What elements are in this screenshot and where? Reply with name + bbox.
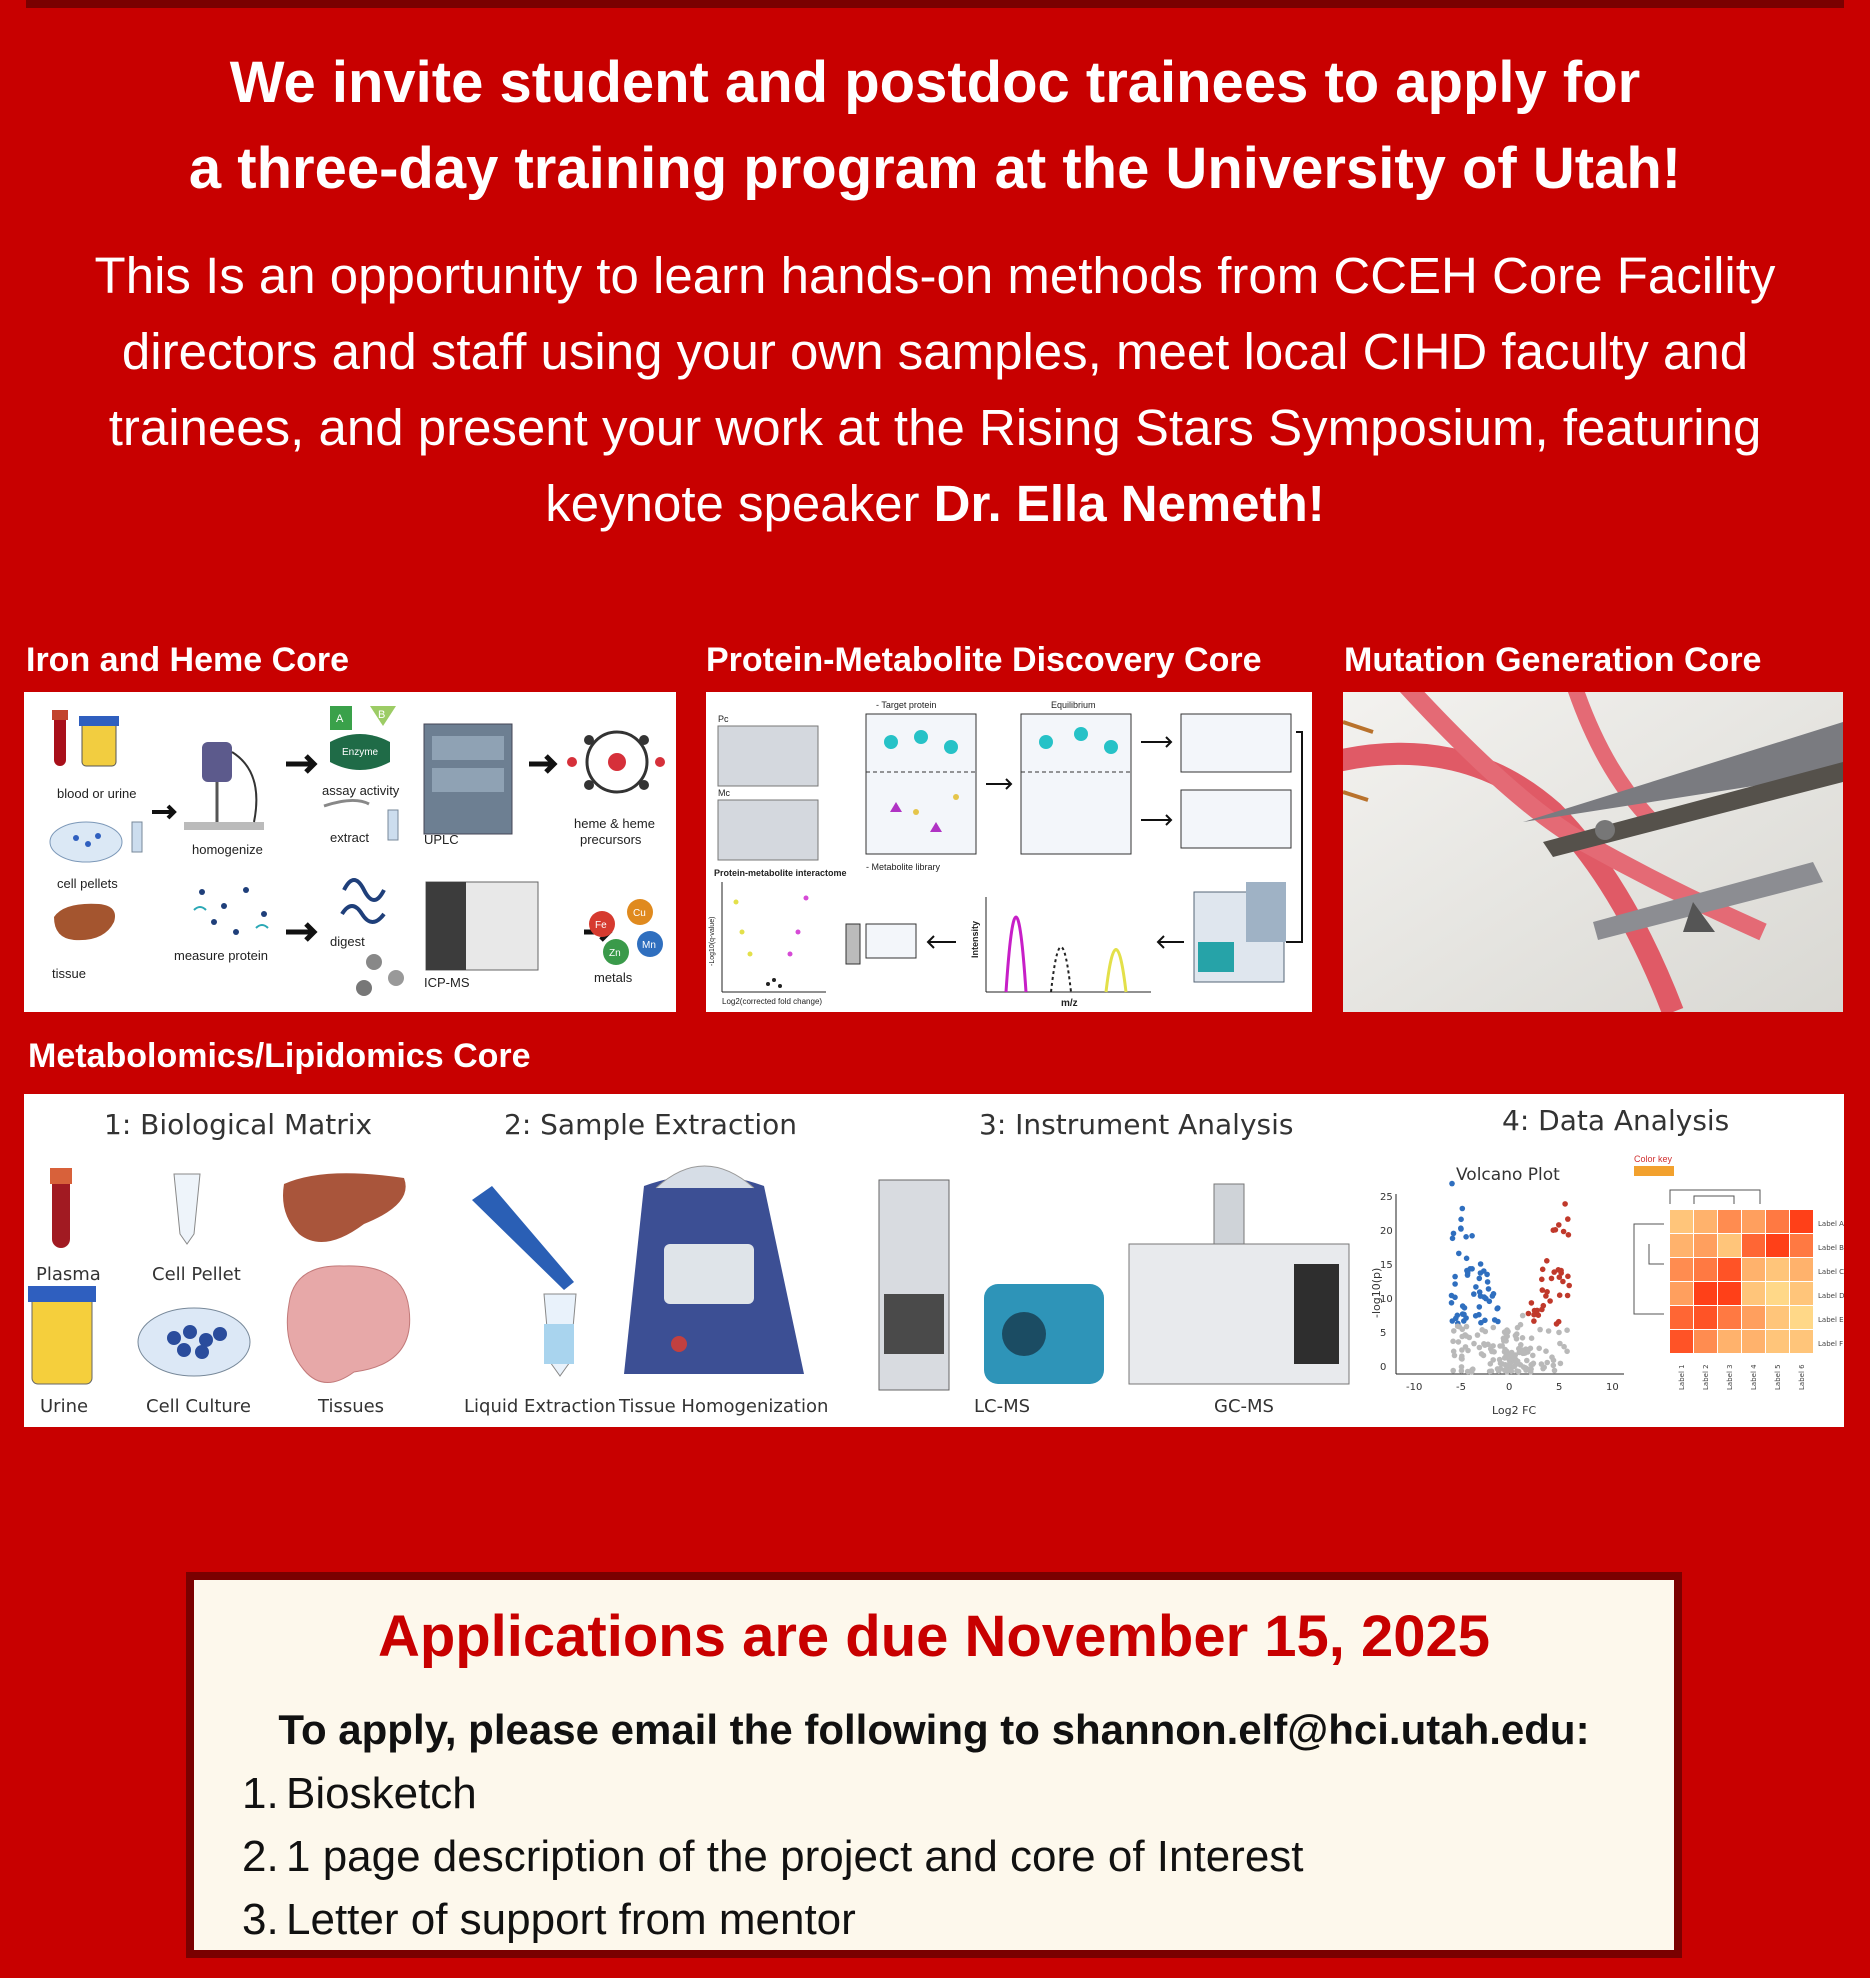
volcano-point (1459, 1347, 1465, 1353)
heatmap-cell (1790, 1210, 1813, 1233)
volcano-point (1451, 1328, 1457, 1334)
volcano-point (1494, 1306, 1500, 1312)
heatmap-dendrogram-top (1670, 1190, 1760, 1204)
top-border (26, 0, 1844, 8)
heatmap-cell (1742, 1210, 1765, 1233)
heatmap-cell (1718, 1330, 1741, 1353)
svg-text:Urine: Urine (40, 1396, 89, 1417)
heatmap-cell (1694, 1282, 1717, 1305)
svg-text:Log2(corrected fold change): Log2(corrected fold change) (722, 997, 823, 1006)
volcano-point (1450, 1368, 1456, 1374)
heatmap-col-label: Label 1 (1678, 1364, 1686, 1390)
heatmap-cell (1694, 1234, 1717, 1257)
heatmap-cell (1694, 1306, 1717, 1329)
volcano-point (1520, 1313, 1526, 1319)
volcano-point (1477, 1276, 1483, 1282)
list-item: 2. 1 page description of the project and core of Interest (242, 1832, 1304, 1881)
mutation-generation-photo (1343, 692, 1843, 1012)
volcano-point (1459, 1356, 1465, 1362)
volcano-point (1551, 1227, 1557, 1233)
intro-paragraph (30, 238, 1840, 542)
volcano-point (1461, 1318, 1467, 1324)
volcano-point (1460, 1303, 1466, 1309)
volcano-point (1556, 1330, 1562, 1336)
keynote-speaker: Dr. Ella Nemeth! (933, 475, 1325, 532)
volcano-point (1526, 1311, 1532, 1317)
tick-label: -10 (1406, 1382, 1423, 1393)
heatmap-cell (1790, 1234, 1813, 1257)
heatmap-row-labels (1818, 1220, 1844, 1348)
volcano-point (1547, 1298, 1553, 1304)
heatmap-cell (1718, 1306, 1741, 1329)
heatmap-cells (1670, 1210, 1813, 1353)
tick-label: 10 (1380, 1294, 1393, 1305)
volcano-point (1465, 1369, 1471, 1375)
volcano-point (1540, 1287, 1546, 1293)
volcano-point (1458, 1217, 1464, 1223)
svg-text:Color key: Color key (1634, 1154, 1673, 1164)
volcano-point (1456, 1251, 1462, 1257)
heatmap-col-label: Label 3 (1726, 1364, 1734, 1390)
heme-molecule-icon (567, 732, 665, 792)
volcano-point (1489, 1368, 1495, 1374)
heatmap-cell (1790, 1258, 1813, 1281)
svg-text:Mc: Mc (718, 788, 730, 798)
volcano-point (1543, 1293, 1549, 1299)
heatmap-cell (1790, 1282, 1813, 1305)
headline-line-2: a three-day training program at the University of Utah! (188, 136, 1682, 201)
volcano-point (1471, 1291, 1477, 1297)
step-instrument-analysis: 3: Instrument Analysis (979, 1108, 1294, 1141)
volcano-point (1529, 1300, 1535, 1306)
volcano-point (1541, 1365, 1547, 1371)
volcano-point (1513, 1333, 1519, 1339)
svg-text:-Log10(q-value): -Log10(q-value) (709, 916, 716, 966)
heatmap-row-label: Label E (1818, 1316, 1844, 1324)
svg-text:Enzyme: Enzyme (342, 747, 379, 758)
deadline-heading: Applications are due November 15, 2025 (377, 1604, 1491, 1669)
volcano-point (1475, 1332, 1481, 1338)
volcano-point (1529, 1335, 1535, 1341)
svg-text:Mn: Mn (642, 940, 656, 951)
volcano-point (1564, 1327, 1570, 1333)
volcano-point (1514, 1368, 1520, 1374)
tick-label: 0 (1506, 1382, 1513, 1393)
volcano-point (1491, 1291, 1497, 1297)
volcano-point (1464, 1256, 1470, 1262)
intro-text: This Is an opportunity to learn hands-on methods from CCEH Core Facility directors and staff using your own samples, meet local CIHD faculty and trainees, and present your work at the Rising Stars Symposium, featuring keynote speaker (94, 247, 1776, 532)
svg-text:digest: digest (330, 934, 365, 949)
brain-icon (287, 1266, 409, 1383)
liver-icon (283, 1173, 406, 1242)
volcano-point (1540, 1267, 1546, 1273)
heatmap-row-label: Label A (1818, 1220, 1844, 1228)
volcano-point (1460, 1206, 1466, 1212)
volcano-point (1485, 1342, 1491, 1348)
volcano-point (1560, 1279, 1566, 1285)
spectrum-peak (1006, 917, 1026, 992)
volcano-point (1558, 1361, 1564, 1367)
volcano-point (1524, 1358, 1530, 1364)
volcano-point (1465, 1272, 1471, 1278)
svg-text:Log2 FC: Log2 FC (1492, 1404, 1537, 1417)
volcano-point (1505, 1362, 1511, 1368)
volcano-point (1473, 1284, 1479, 1290)
heatmap-row-label: Label F (1818, 1340, 1844, 1348)
volcano-point (1531, 1318, 1537, 1324)
volcano-point (1549, 1354, 1555, 1360)
volcano-point (1452, 1295, 1458, 1301)
application-box-inner (194, 1580, 1674, 1950)
computer-icon (866, 924, 916, 958)
volcano-point (1497, 1357, 1503, 1363)
volcano-point (1449, 1300, 1455, 1306)
svg-text:Protein-metabolite interactome: Protein-metabolite interactome (714, 868, 847, 878)
volcano-points (1449, 1181, 1572, 1375)
volcano-point (1537, 1327, 1543, 1333)
svg-text:Equilibrium: Equilibrium (1051, 700, 1096, 710)
iron-heme-diagram (24, 692, 676, 1012)
heatmap-cell (1718, 1210, 1741, 1233)
svg-text:blood or urine: blood or urine (57, 786, 137, 801)
volcano-point (1502, 1347, 1508, 1353)
step-data-analysis: 4: Data Analysis (1502, 1104, 1730, 1137)
heatmap-cell (1718, 1282, 1741, 1305)
svg-text:A: A (336, 713, 344, 725)
volcano-point (1566, 1232, 1572, 1238)
tick-label: 5 (1380, 1328, 1387, 1339)
heatmap-cell (1670, 1282, 1693, 1305)
liver-icon (54, 904, 115, 940)
tick-label: 5 (1556, 1382, 1563, 1393)
volcano-point (1523, 1365, 1529, 1371)
svg-text:-log10(p): -log10(p) (1370, 1267, 1383, 1318)
heatmap-cell (1766, 1282, 1789, 1305)
tick-label: 25 (1380, 1192, 1393, 1203)
svg-text:Cell Culture: Cell Culture (146, 1396, 251, 1417)
volcano-point (1551, 1269, 1557, 1275)
step-sample-extraction: 2: Sample Extraction (504, 1108, 797, 1141)
result-chamber-icon (1181, 714, 1291, 772)
heatmap-col-label: Label 5 (1774, 1364, 1782, 1390)
heatmap-col-label: Label 4 (1750, 1364, 1758, 1390)
svg-text:homogenize: homogenize (192, 842, 263, 857)
svg-text:assay activity: assay activity (322, 783, 400, 798)
heatmap-cell (1670, 1258, 1693, 1281)
volcano-point (1490, 1343, 1496, 1349)
urine-cup-icon (32, 1294, 92, 1384)
mutation-core-title: Mutation Generation Core (1344, 641, 1762, 679)
volcano-point (1451, 1349, 1457, 1355)
volcano-point (1451, 1231, 1457, 1237)
urine-cup-icon (82, 722, 116, 766)
volcano-x-ticks (1406, 1382, 1619, 1393)
heatmap-cell (1742, 1258, 1765, 1281)
volcano-point (1536, 1346, 1542, 1352)
volcano-point (1556, 1222, 1562, 1228)
volcano-point (1485, 1279, 1491, 1285)
svg-text:cell pellets: cell pellets (57, 876, 118, 891)
volcano-point (1525, 1347, 1531, 1353)
svg-text:metals: metals (594, 970, 633, 985)
volcano-point (1471, 1341, 1477, 1347)
volcano-point (1531, 1361, 1537, 1367)
volcano-point (1476, 1312, 1482, 1318)
heatmap-col-labels (1678, 1364, 1806, 1390)
apply-instruction: To apply, please email the following to shannon.elf@hci.utah.edu: (278, 1706, 1590, 1753)
volcano-point (1549, 1276, 1555, 1282)
svg-text:Intensity: Intensity (970, 920, 980, 958)
application-box (186, 1572, 1682, 1958)
volcano-point (1469, 1233, 1475, 1239)
volcano-point (1450, 1339, 1456, 1345)
heatmap-row-label: Label C (1818, 1268, 1844, 1276)
heatmap-cell (1742, 1234, 1765, 1257)
cell-culture-dish-icon (138, 1308, 250, 1376)
well-plate-icon (718, 800, 818, 860)
svg-text:Cell Pellet: Cell Pellet (152, 1264, 241, 1285)
volcano-point (1557, 1292, 1563, 1298)
volcano-point (1543, 1348, 1549, 1354)
volcano-point (1479, 1351, 1485, 1357)
heatmap-cell (1694, 1258, 1717, 1281)
metabolomics-core-title: Metabolomics/Lipidomics Core (28, 1037, 531, 1075)
svg-text:ICP-MS: ICP-MS (424, 975, 470, 990)
metabolomics-figure (24, 1094, 1844, 1427)
lc-stack-icon (879, 1180, 949, 1390)
volcano-point (1565, 1216, 1571, 1222)
svg-text:heme & heme: heme & heme (574, 816, 655, 831)
svg-text:GC-MS: GC-MS (1214, 1396, 1274, 1417)
volcano-point (1565, 1293, 1571, 1299)
svg-text:tissue: tissue (52, 966, 86, 981)
volcano-point (1478, 1261, 1484, 1267)
volcano-point (1449, 1181, 1455, 1187)
volcano-point (1518, 1322, 1524, 1328)
svg-text:- Target protein: - Target protein (876, 700, 937, 710)
volcano-point (1460, 1311, 1466, 1317)
svg-text:UPLC: UPLC (424, 832, 459, 847)
tick-label: 15 (1380, 1260, 1393, 1271)
volcano-point (1478, 1293, 1484, 1299)
volcano-point (1463, 1234, 1469, 1240)
volcano-point (1469, 1266, 1475, 1272)
volcano-point (1478, 1320, 1484, 1326)
color-key-bar (1634, 1166, 1674, 1176)
protein-metabolite-figure (706, 692, 1312, 1012)
heatmap-cell (1790, 1330, 1813, 1353)
volcano-point (1528, 1369, 1534, 1375)
svg-text:Tissue Homogenization: Tissue Homogenization (619, 1396, 829, 1417)
volcano-point (1460, 1327, 1466, 1333)
result-chamber-icon (1181, 790, 1291, 848)
svg-text:Liquid Extraction: Liquid Extraction (464, 1396, 616, 1417)
svg-text:Tissues: Tissues (318, 1396, 385, 1417)
heatmap-cell (1742, 1282, 1765, 1305)
volcano-point (1495, 1319, 1501, 1325)
volcano-point (1512, 1364, 1518, 1370)
dna-scissors-illustration (1343, 692, 1843, 1012)
volcano-point (1561, 1229, 1567, 1235)
headline (0, 40, 1870, 212)
tick-label: 0 (1380, 1362, 1387, 1373)
volcano-point (1459, 1364, 1465, 1370)
heatmap-cell (1694, 1330, 1717, 1353)
svg-text:Zn: Zn (609, 948, 621, 959)
volcano-point (1487, 1299, 1493, 1305)
volcano-point (1452, 1281, 1458, 1287)
volcano-point (1501, 1336, 1507, 1342)
iron-heme-figure (24, 692, 676, 1012)
volcano-point (1530, 1353, 1536, 1359)
svg-text:Plasma: Plasma (36, 1264, 101, 1285)
blood-tube-icon (54, 714, 66, 766)
volcano-point (1544, 1360, 1550, 1366)
svg-text:B: B (378, 709, 386, 721)
heatmap-cell (1766, 1330, 1789, 1353)
list-item: 3. Letter of support from mentor (242, 1895, 856, 1944)
volcano-point (1546, 1328, 1552, 1334)
volcano-point (1477, 1345, 1483, 1351)
volcano-point (1486, 1286, 1492, 1292)
volcano-point (1539, 1307, 1545, 1313)
volcano-point (1504, 1369, 1510, 1375)
volcano-point (1489, 1349, 1495, 1355)
homogenizer-icon (202, 742, 232, 782)
volcano-point (1554, 1321, 1560, 1327)
pipette-icon (472, 1186, 574, 1290)
heatmap-cell (1670, 1330, 1693, 1353)
heatmap-cell (1718, 1234, 1741, 1257)
heatmap-cell (1670, 1306, 1693, 1329)
volcano-point (1477, 1304, 1483, 1310)
volcano-point (1458, 1225, 1464, 1231)
volcano-point (1497, 1343, 1503, 1349)
heatmap-cell (1718, 1258, 1741, 1281)
tick-label: 20 (1380, 1226, 1393, 1237)
heatmap-cell (1694, 1210, 1717, 1233)
volcano-point (1495, 1366, 1501, 1372)
volcano-point (1551, 1363, 1557, 1369)
heatmap-cell (1766, 1258, 1789, 1281)
volcano-point (1518, 1342, 1524, 1348)
heatmap-row-label: Label B (1818, 1244, 1844, 1252)
requirements-list (242, 1762, 1304, 1951)
volcano-point (1488, 1361, 1494, 1367)
volcano-point (1453, 1316, 1459, 1322)
volcano-point (1450, 1236, 1456, 1242)
svg-text:Cu: Cu (633, 908, 646, 919)
heatmap-cell (1742, 1330, 1765, 1353)
protein-core-title: Protein-Metabolite Discovery Core (706, 641, 1262, 679)
volcano-point (1565, 1274, 1571, 1280)
svg-text:Fe: Fe (595, 920, 607, 931)
volcano-point (1534, 1308, 1540, 1314)
tick-label: 10 (1606, 1382, 1619, 1393)
volcano-point (1520, 1335, 1526, 1341)
volcano-point (1509, 1356, 1515, 1362)
svg-text:extract: extract (330, 830, 370, 845)
volcano-point (1544, 1258, 1550, 1264)
volcano-point (1462, 1332, 1468, 1338)
svg-text:measure protein: measure protein (174, 948, 268, 963)
metabolomics-workflow (24, 1094, 1844, 1427)
volcano-point (1558, 1268, 1564, 1274)
volcano-point (1557, 1274, 1563, 1280)
tick-label: -5 (1456, 1382, 1466, 1393)
svg-text:Volcano Plot: Volcano Plot (1456, 1165, 1560, 1185)
headline-line-1: We invite student and postdoc trainees to apply for (229, 50, 1641, 115)
heatmap-cell (1742, 1306, 1765, 1329)
svg-text:LC-MS: LC-MS (974, 1396, 1031, 1417)
volcano-point (1456, 1339, 1462, 1345)
volcano-point (1562, 1201, 1568, 1207)
heatmap-col-label: Label 6 (1798, 1364, 1806, 1390)
list-item: 1. Biosketch (242, 1769, 477, 1818)
heatmap-cell (1766, 1210, 1789, 1233)
volcano-point (1455, 1323, 1461, 1329)
volcano-point (1484, 1272, 1490, 1278)
svg-text:precursors: precursors (580, 832, 642, 847)
volcano-point (1465, 1348, 1471, 1354)
heatmap-cell (1790, 1306, 1813, 1329)
volcano-point (1491, 1325, 1497, 1331)
protein-metabolite-diagram (706, 692, 1312, 1012)
heatmap-cell (1670, 1234, 1693, 1257)
well-plate-icon (718, 726, 818, 786)
heatmap-cell (1766, 1306, 1789, 1329)
heatmap-row-label: Label D (1818, 1292, 1844, 1300)
heatmap-cell (1670, 1210, 1693, 1233)
iron-core-title: Iron and Heme Core (26, 641, 350, 679)
svg-text:- Metabolite library: - Metabolite library (866, 862, 941, 872)
heatmap-cell (1766, 1234, 1789, 1257)
volcano-point (1452, 1274, 1458, 1280)
heatmap-col-label: Label 2 (1702, 1364, 1710, 1390)
volcano-point (1552, 1368, 1558, 1374)
heatmap-dendrogram-left (1634, 1224, 1664, 1314)
svg-text:Pc: Pc (718, 714, 729, 724)
volcano-point (1564, 1349, 1570, 1355)
step-biological-matrix: 1: Biological Matrix (104, 1108, 373, 1141)
volcano-point (1561, 1344, 1567, 1350)
volcano-point (1539, 1277, 1545, 1283)
digest-icon (342, 880, 384, 922)
volcano-point (1566, 1283, 1572, 1289)
svg-text:m/z: m/z (1061, 998, 1078, 1009)
cell-pellet-tube-icon (174, 1174, 200, 1244)
volcano-point (1479, 1327, 1485, 1333)
